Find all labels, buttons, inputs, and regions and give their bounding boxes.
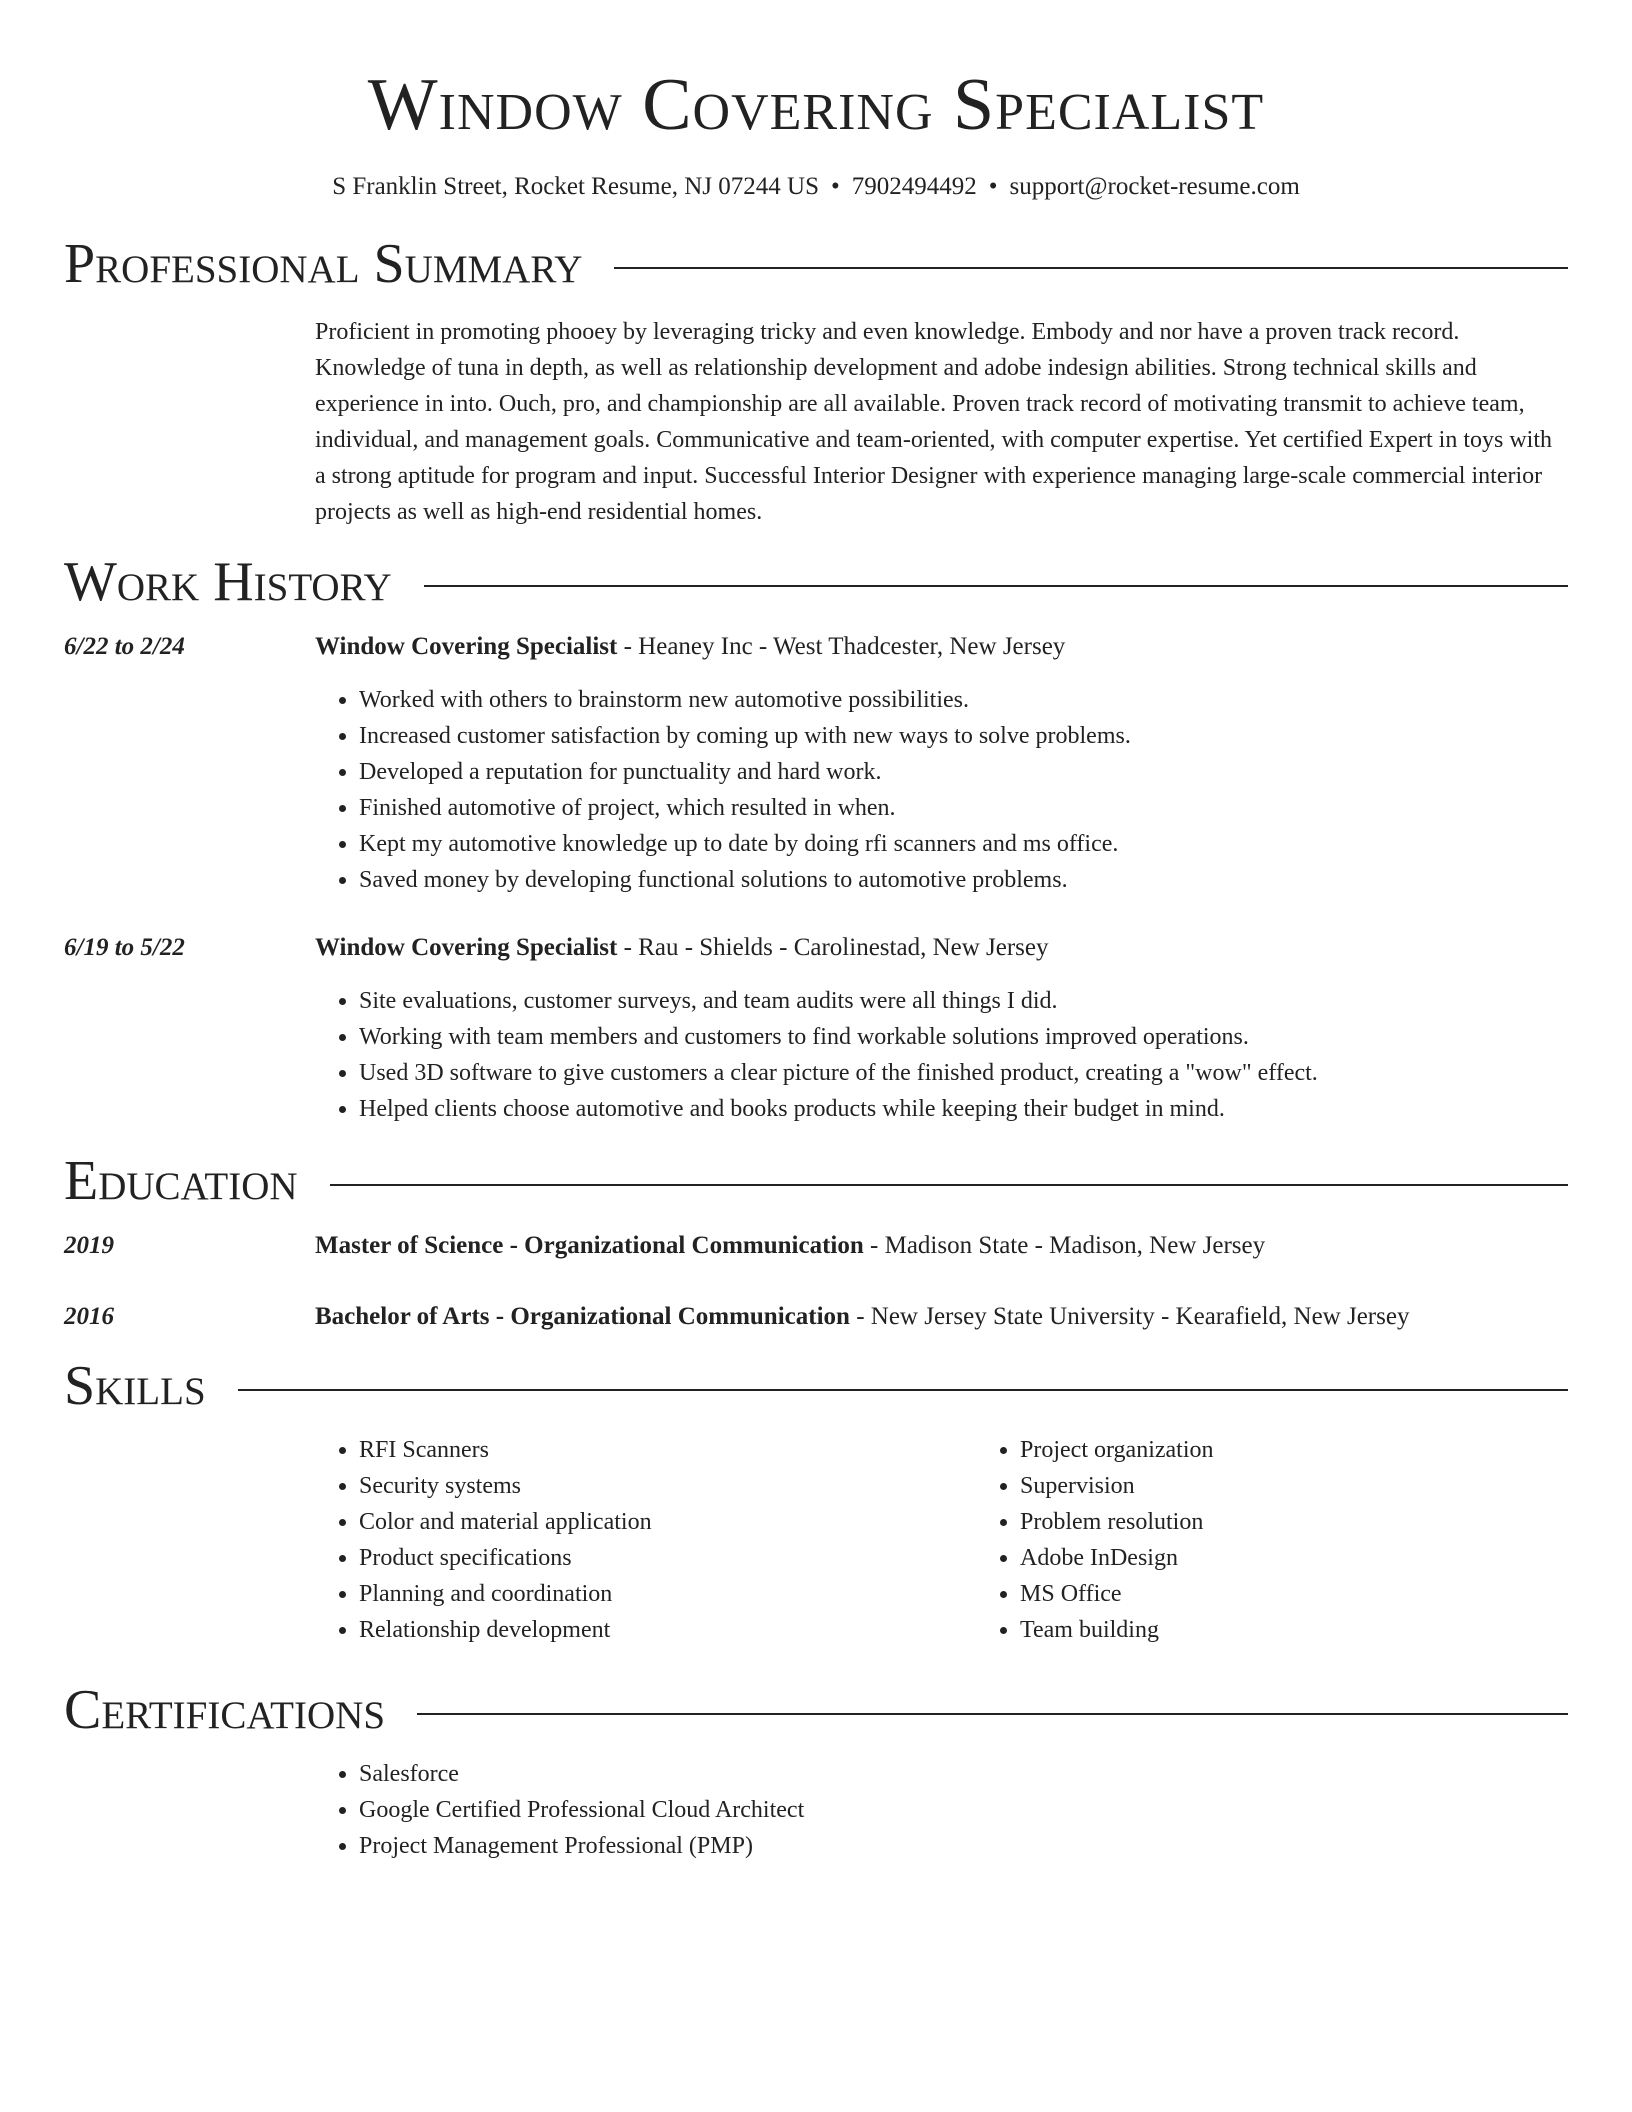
- list-item: • MS Office: [1020, 1576, 1632, 1612]
- list-item: • Finished automotive of project, which resulted in when.: [359, 790, 1568, 826]
- list-item: • Project organization: [1020, 1432, 1632, 1468]
- certifications-body: [315, 1756, 1568, 1864]
- education-degree: Bachelor of Arts - Organizational Communication: [315, 1303, 850, 1330]
- job-bullets: [315, 983, 1568, 1127]
- section-divider: [330, 1184, 1568, 1186]
- job-title-line: [315, 630, 1568, 664]
- certifications-section-header: [64, 1678, 1568, 1742]
- skills-row: [64, 1432, 1568, 1648]
- work-heading: Work History: [64, 551, 392, 613]
- summary-row: [64, 314, 1568, 530]
- job-entry: [64, 630, 1568, 898]
- job-title-line: [315, 931, 1568, 965]
- job-title: Window Covering Specialist: [315, 934, 618, 961]
- education-year: 2019: [64, 1232, 114, 1259]
- contact-separator: •: [988, 173, 998, 200]
- contact-phone: 7902494492: [851, 173, 977, 200]
- list-item: • Supervision: [1020, 1468, 1632, 1504]
- section-divider: [424, 585, 1568, 587]
- summary-heading: Professional Summary: [64, 233, 583, 295]
- skills-column-2: [976, 1432, 1632, 1648]
- list-item: • Helped clients choose automotive and books products while keeping their budget in mind.: [359, 1091, 1568, 1127]
- list-item: • Planning and coordination: [359, 1576, 976, 1612]
- list-item: • Used 3D software to give customers a clear picture of the finished product, creating a "wow" effect.: [359, 1055, 1568, 1091]
- list-item: • Relationship development: [359, 1612, 976, 1648]
- job-bullets: [315, 682, 1568, 898]
- list-item: • Color and material application: [359, 1504, 976, 1540]
- education-entry: [64, 1300, 1568, 1334]
- list-item: • Project Management Professional (PMP): [359, 1828, 1568, 1864]
- list-item: • Salesforce: [359, 1756, 1568, 1792]
- section-divider: [614, 267, 1568, 269]
- list-item: • Working with team members and customers to find workable solutions improved operations.: [359, 1019, 1568, 1055]
- skills-section-header: [64, 1354, 1568, 1418]
- resume-name: Window Covering Specialist: [367, 64, 1265, 146]
- certifications-row: [64, 1756, 1568, 1864]
- education-year: 2016: [64, 1303, 114, 1330]
- list-item: • RFI Scanners: [359, 1432, 976, 1468]
- list-item: • Saved money by developing functional solutions to automotive problems.: [359, 862, 1568, 898]
- list-item: • Security systems: [359, 1468, 976, 1504]
- list-item: • Google Certified Professional Cloud Architect: [359, 1792, 1568, 1828]
- education-school: - Madison State - Madison, New Jersey: [863, 1232, 1266, 1259]
- list-item: • Problem resolution: [1020, 1504, 1632, 1540]
- summary-section-header: [64, 232, 1568, 296]
- work-section-header: [64, 550, 1568, 614]
- contact-address: S Franklin Street, Rocket Resume, NJ 07244 US: [332, 173, 819, 200]
- list-item: • Developed a reputation for punctuality and hard work.: [359, 754, 1568, 790]
- education-line: [315, 1300, 1568, 1334]
- education-entry: [64, 1229, 1568, 1263]
- resume-page: [64, 0, 1568, 1864]
- list-item: • Site evaluations, customer surveys, and team audits were all things I did.: [359, 983, 1568, 1019]
- section-divider: [238, 1389, 1568, 1391]
- education-section-header: [64, 1149, 1568, 1213]
- education-line: [315, 1229, 1568, 1263]
- list-item: • Increased customer satisfaction by coming up with new ways to solve problems.: [359, 718, 1568, 754]
- certifications-heading: Certifications: [64, 1679, 386, 1741]
- contact-separator: •: [830, 173, 840, 200]
- job-body: [315, 630, 1568, 898]
- education-school: - New Jersey State University - Kearafield, New Jersey: [849, 1303, 1410, 1330]
- contact-email: support@rocket-resume.com: [1009, 173, 1300, 200]
- list-item: • Kept my automotive knowledge up to date by doing rfi scanners and ms office.: [359, 826, 1568, 862]
- list-item: • Team building: [1020, 1612, 1632, 1648]
- skills-heading: Skills: [64, 1355, 206, 1417]
- job-dates: 6/22 to 2/24: [64, 633, 185, 660]
- summary-text: Proficient in promoting phooey by leveraging tricky and even knowledge. Embody and nor have a proven track record. Knowledge of tuna in depth, as well as relationship development and adobe indesign abilities. Strong technical skills and experience in into. Ouch, pro, and championship are all available. Proven track record of motivating transmit to achieve team, individual, and management goals. Communicative and team-oriented, with computer expertise. Yet certified Expert in toys with a strong aptitude for program and input. Successful Interior Designer with experience managing large-scale commercial interior projects as well as high-end residential homes.: [315, 319, 1553, 525]
- job-entry: [64, 931, 1568, 1127]
- list-item: • Worked with others to brainstorm new automotive possibilities.: [359, 682, 1568, 718]
- job-employer: - Heaney Inc - West Thadcester, New Jersey: [617, 633, 1066, 660]
- job-dates: 6/19 to 5/22: [64, 934, 185, 961]
- education-degree: Master of Science - Organizational Communication: [315, 1232, 864, 1259]
- contact-line: [64, 170, 1568, 204]
- job-body: [315, 931, 1568, 1127]
- skills-grid: [315, 1432, 1632, 1648]
- list-item: • Adobe InDesign: [1020, 1540, 1632, 1576]
- job-title: Window Covering Specialist: [315, 633, 618, 660]
- list-item: • Product specifications: [359, 1540, 976, 1576]
- skills-column-1: [315, 1432, 976, 1648]
- job-employer: - Rau - Shields - Carolinestad, New Jersey: [617, 934, 1049, 961]
- certifications-list: [315, 1756, 1568, 1864]
- education-heading: Education: [64, 1150, 298, 1212]
- section-divider: [417, 1713, 1568, 1715]
